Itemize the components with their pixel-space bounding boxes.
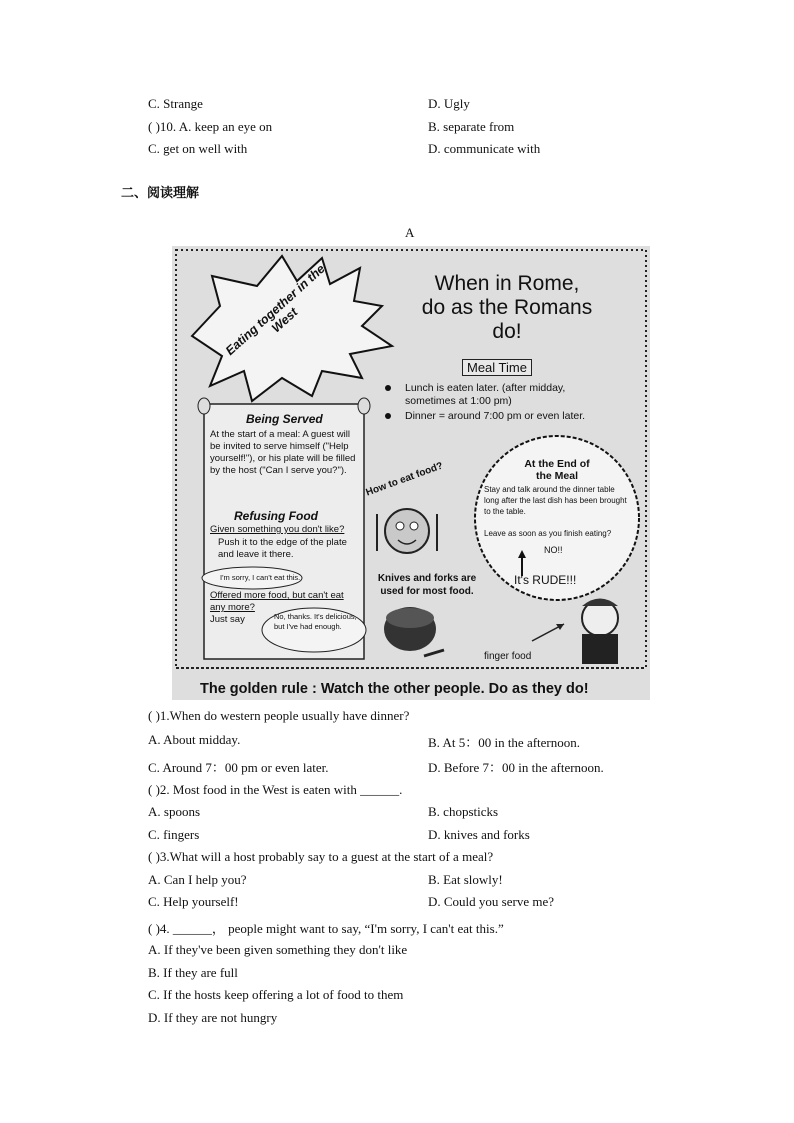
rude-text: It's RUDE!!!	[514, 573, 577, 587]
end-meal-title-1: At the End of	[524, 458, 590, 470]
just-say: Just say	[210, 614, 245, 625]
q3-option-a: A. Can I help you?	[148, 872, 247, 887]
golden-rule: The golden rule : Watch the other people. Do as they do!	[200, 681, 589, 697]
starburst-shape	[192, 256, 392, 401]
no-text: NO!!	[544, 545, 563, 555]
q1-option-a: A. About midday.	[148, 732, 241, 747]
poster-heading	[407, 272, 607, 344]
meal-time-label: Meal Time	[462, 359, 532, 376]
q2-option-a: A. spoons	[148, 804, 201, 819]
q2-option-c: C. fingers	[148, 827, 200, 842]
q1-option-b: B. At 5：00 in the afternoon.	[428, 735, 581, 750]
q9-option-d: D. Ugly	[428, 96, 470, 111]
q2-option-d: D. knives and forks	[428, 827, 530, 842]
q9-option-c: C. Strange	[148, 96, 203, 111]
meal-item-2: Dinner = around 7:00 pm or even later.	[405, 410, 586, 422]
section-title: 二、阅读理解	[121, 186, 200, 201]
poster-image	[172, 246, 650, 700]
being-served-text: At the start of a meal: A guest will be invited to serve himself ("Help yourself!"), or his plate will be filled by the host ("Can I serve you?").	[210, 429, 356, 476]
q1-option-d: D. Before 7：00 in the afternoon.	[428, 760, 604, 775]
end-meal-text: Stay and talk around the dinner table long after the last dish has been brought to the table.	[484, 485, 627, 516]
finger-food-label: finger food	[484, 651, 532, 662]
q3-stem: ( )3.What will a host probably say to a guest at the start of a meal?	[148, 849, 494, 864]
q10-option-b: B. separate from	[428, 119, 515, 134]
q4-option-c: C. If the hosts keep offering a lot of food to them	[148, 987, 404, 1002]
refusing-title: Refusing Food	[234, 509, 318, 523]
end-meal-title-2: the Meal	[535, 470, 578, 482]
burst-text: Eating together in the West	[222, 261, 328, 358]
q4-option-b: B. If they are full	[148, 965, 238, 980]
q2-stem: ( )2. Most food in the West is eaten with ______.	[148, 782, 403, 797]
q3-option-d: D. Could you serve me?	[428, 894, 555, 909]
bullet-icon	[385, 413, 391, 419]
bubble-1: I'm sorry, I can't eat this.	[220, 573, 301, 582]
q10-option-c: C. get on well with	[148, 141, 248, 156]
how-to-eat: How to eat food?	[364, 460, 445, 499]
meal-item-1b: sometimes at 1:00 pm)	[405, 395, 512, 407]
q10-option-d: D. communicate with	[428, 141, 541, 156]
q4-stem: ( )4. ______， people might want to say, “I'm sorry, I can't eat this.”	[148, 921, 504, 936]
meal-item-1a: Lunch is eaten later. (after midday,	[405, 382, 566, 394]
passage-letter: A	[405, 225, 415, 240]
poster-heading-line1: When in Rome,	[434, 272, 580, 295]
q2-option-b: B. chopsticks	[428, 804, 499, 819]
leave-question: Leave as soon as you finish eating?	[484, 529, 612, 538]
refusing-q1: Given something you don't like?	[210, 524, 345, 535]
refusing-a1: Push it to the edge of the plate and leave it there.	[218, 537, 347, 560]
q4-option-d: D. If they are not hungry	[148, 1010, 278, 1025]
q3-option-c: C. Help yourself!	[148, 894, 239, 909]
cookie-character	[385, 509, 429, 553]
bullet-icon	[385, 385, 391, 391]
q1-option-c: C. Around 7：00 pm or even later.	[148, 760, 329, 775]
being-served-title: Being Served	[246, 412, 323, 426]
q3-option-b: B. Eat slowly!	[428, 872, 503, 887]
q1-stem: ( )1.When do western people usually have dinner?	[148, 708, 410, 723]
end-meal-title	[502, 458, 612, 482]
poster-heading-line2: do as the Romans do!	[421, 296, 593, 343]
knives-forks: Knives and forks are used for most food.	[377, 573, 477, 597]
bubble-2: No, thanks. It's delicious, but I've had enough.	[274, 612, 357, 631]
refusing-q2: Offered more food, but can't eat any more?	[210, 590, 344, 613]
q10-stem: ( )10. A. keep an eye on	[148, 119, 273, 134]
q4-option-a: A. If they've been given something they don't like	[148, 942, 408, 957]
